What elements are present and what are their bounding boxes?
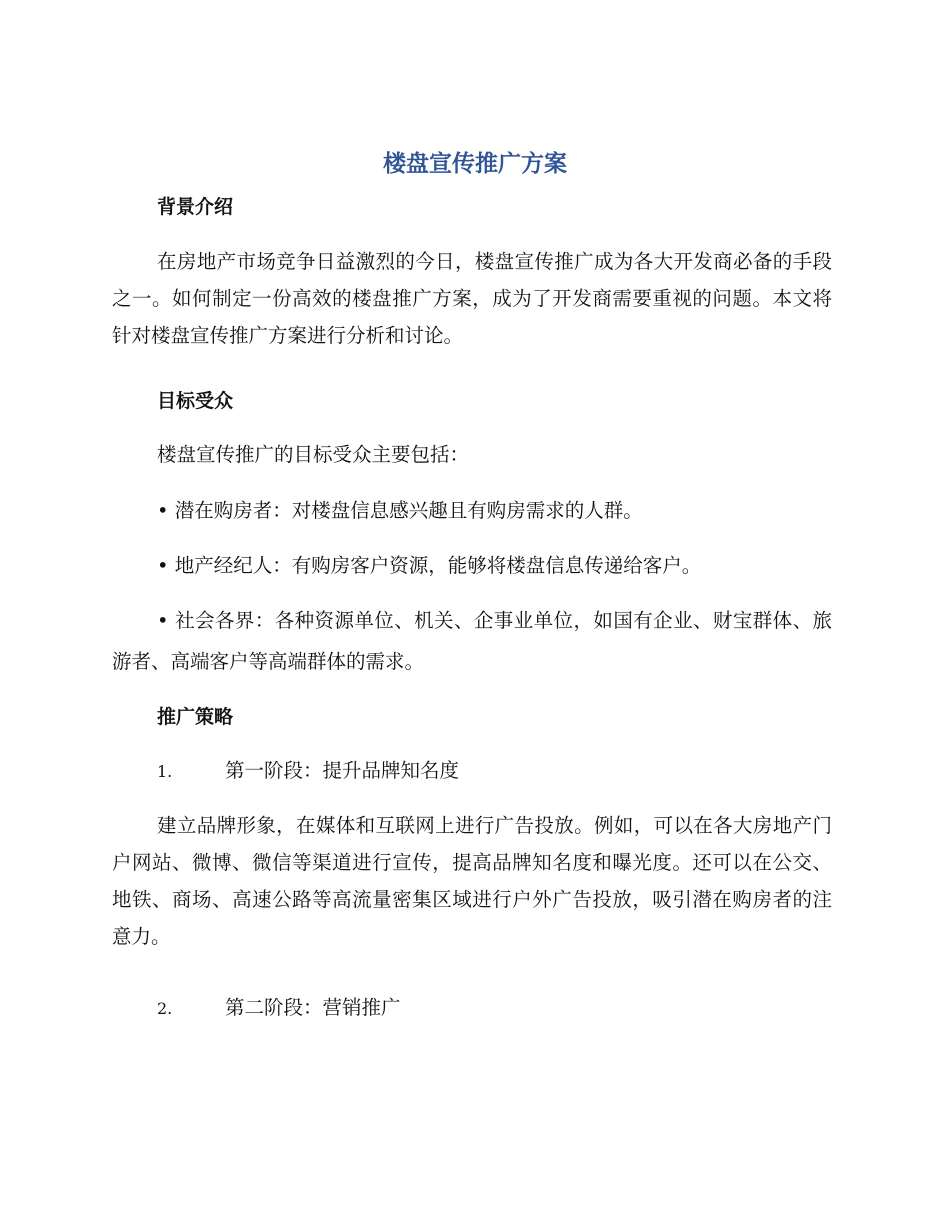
strategy-stage-1 xyxy=(157,753,459,790)
section-heading-background: 背景介绍 xyxy=(157,196,234,218)
audience-item-buyers: • 潜在购房者：对楼盘信息感兴趣且有购房需求的人群。 xyxy=(157,499,643,522)
section-heading-strategy: 推广策略 xyxy=(157,706,234,728)
section-heading-audience: 目标受众 xyxy=(157,390,234,412)
audience-item-society: • 社会各界：各种资源单位、机关、企事业单位，如国有企业、财宝群体、旅游者、高端客户等高端群体的需求。 xyxy=(112,609,832,673)
background-paragraph: 在房地产市场竞争日益激烈的今日，楼盘宣传推广成为各大开发商必备的手段之一。如何制定一份高效的楼盘推广方案，成为了开发商需要重视的问题。本文将针对楼盘宣传推广方案进行分析和讨论。 xyxy=(112,250,832,347)
audience-item-agents: • 地产经纪人：有购房客户资源，能够将楼盘信息传递给客户。 xyxy=(157,554,702,577)
list-number: 2. xyxy=(157,999,173,1018)
list-number: 1. xyxy=(157,762,173,781)
audience-intro: 楼盘宣传推广的目标受众主要包括： xyxy=(157,443,470,466)
list-label: 第一阶段：提升品牌知名度 xyxy=(225,759,460,782)
stage-1-paragraph: 建立品牌形象，在媒体和互联网上进行广告投放。例如，可以在各大房地产门户网站、微博、微信等渠道进行宣传，提高品牌知名度和曝光度。还可以在公交、地铁、商场、高速公路等高流量密集区域进行户外广告投放，吸引潜在购房者的注意力。 xyxy=(112,814,832,948)
list-label: 第二阶段：营销推广 xyxy=(225,996,401,1019)
document-title: 楼盘宣传推广方案 xyxy=(383,151,567,177)
strategy-stage-2 xyxy=(157,990,401,1027)
